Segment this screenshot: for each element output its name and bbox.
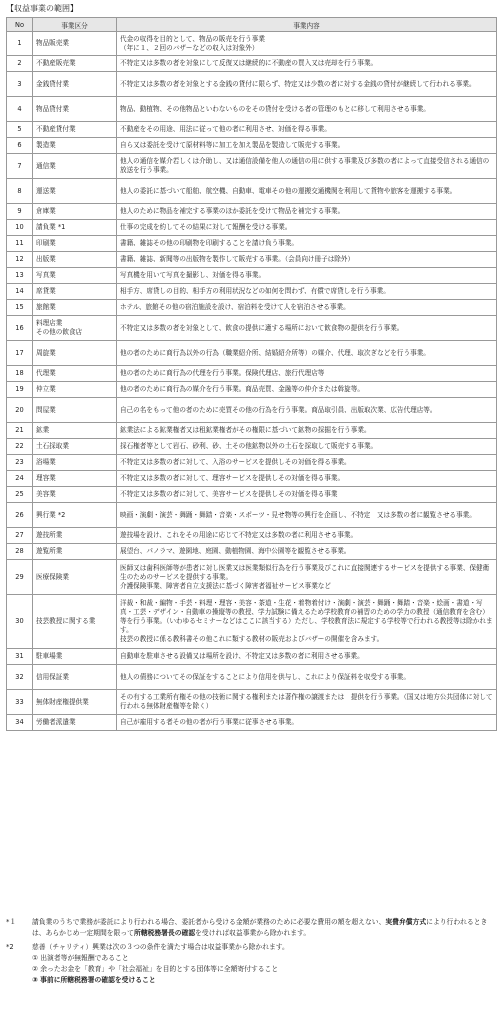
row-number: 5 bbox=[7, 122, 33, 138]
row-category: 製造業 bbox=[33, 138, 117, 154]
table-row bbox=[7, 138, 497, 154]
row-category: 印刷業 bbox=[33, 236, 117, 252]
row-category: 周旋業 bbox=[33, 341, 117, 366]
footnote-2-condition-1: ① 出演者等が無報酬であること bbox=[32, 954, 129, 962]
row-content: 不特定又は多数の者を対象として、飲食の提供に適する場所において飲食物の提供を行う事業。 bbox=[117, 316, 497, 341]
row-content: 医師又は歯科医師等が患者に対し医業又は医業類似行為を行う事業及びこれに直接関連するサービスを提供する事業、保健衛生のためのサービスを提供する事業。 介護保険事業、障害者自立支援法に基づく障害者福祉サービス事業など bbox=[117, 560, 497, 595]
header-no: No bbox=[7, 18, 33, 32]
table-row bbox=[7, 97, 497, 122]
row-category: 興行業 *2 bbox=[33, 503, 117, 528]
table-row bbox=[7, 56, 497, 72]
row-number: 1 bbox=[7, 32, 33, 56]
row-category: 無体財産権提供業 bbox=[33, 690, 117, 715]
revenue-business-table bbox=[6, 17, 497, 731]
row-number: 6 bbox=[7, 138, 33, 154]
row-number: 20 bbox=[7, 398, 33, 423]
row-number: 25 bbox=[7, 487, 33, 503]
row-content: その有する工業所有権その他の技術に関する権利または著作権の譲渡または 提供を行う事業。（国又は地方公共団体に対して行われる無体財産権等を除く） bbox=[117, 690, 497, 715]
row-content: 不特定又は多数の者に対して、入浴のサービスを提供しその対価を得る事業。 bbox=[117, 455, 497, 471]
row-content: 自動車を駐車させる設備又は場所を設け、不特定又は多数の者に利用させる事業。 bbox=[117, 649, 497, 665]
footnote-1-bold-a: 実費弁償方式 bbox=[385, 918, 427, 926]
row-content: 自ら又は委託を受けて原材料等に加工を加え製品を製造して販売する事業。 bbox=[117, 138, 497, 154]
row-number: 7 bbox=[7, 154, 33, 179]
row-number: 24 bbox=[7, 471, 33, 487]
row-category: 出版業 bbox=[33, 252, 117, 268]
row-content: 他人の債務についてその保証をすることにより信用を供与し、これにより保証料を収受する事業。 bbox=[117, 665, 497, 690]
table-row bbox=[7, 455, 497, 471]
row-number: 10 bbox=[7, 220, 33, 236]
row-category: 美容業 bbox=[33, 487, 117, 503]
row-content: ホテル、旅館その他の宿泊施設を設け、宿泊料を受けて人を宿泊させる事業。 bbox=[117, 300, 497, 316]
row-category: 請負業 *1 bbox=[33, 220, 117, 236]
row-content: 鉱業法による鉱業権者又は租鉱業権者がその権限に基づいて鉱物の採掘を行う事業。 bbox=[117, 423, 497, 439]
table-row bbox=[7, 32, 497, 56]
row-category: 写真業 bbox=[33, 268, 117, 284]
footnote-1-bold-b: 所轄税務署長の確認 bbox=[133, 929, 196, 937]
row-number: 31 bbox=[7, 649, 33, 665]
footnotes bbox=[6, 917, 497, 986]
row-number: 21 bbox=[7, 423, 33, 439]
row-number: 26 bbox=[7, 503, 33, 528]
row-content: 展望台、パノラマ、遊園地、庭園、動植物園、海中公園等を観覧させる事業。 bbox=[117, 544, 497, 560]
table-row bbox=[7, 398, 497, 423]
row-content: 仕事の完成を約してその結果に対して報酬を受ける事業。 bbox=[117, 220, 497, 236]
row-number: 23 bbox=[7, 455, 33, 471]
table-row bbox=[7, 316, 497, 341]
row-category: 代理業 bbox=[33, 366, 117, 382]
row-content: 他の者のために商行為の代理を行う事業。保険代理店、旅行代理店等 bbox=[117, 366, 497, 382]
row-content: 代金の収得を目的として、物品の販売を行う事業 （年に１、２回のバザーなどの収入は対象外） bbox=[117, 32, 497, 56]
table-row bbox=[7, 544, 497, 560]
row-number: 17 bbox=[7, 341, 33, 366]
row-category: 遊技所業 bbox=[33, 528, 117, 544]
row-number: 8 bbox=[7, 179, 33, 204]
table-body bbox=[7, 32, 497, 731]
row-number: 4 bbox=[7, 97, 33, 122]
row-content: 遊技場を設け、これをその用途に応じて不特定又は多数の者に利用させる事業。 bbox=[117, 528, 497, 544]
row-category: 倉庫業 bbox=[33, 204, 117, 220]
table-row bbox=[7, 122, 497, 138]
table-row bbox=[7, 649, 497, 665]
row-content: 採石権者等として岩石、砂利、砂、土その他鉱物以外の土石を採取して販売する事業。 bbox=[117, 439, 497, 455]
row-content: 不特定又は多数の者を対象にして反復又は継続的に不動産の買入又は売却を行う事業。 bbox=[117, 56, 497, 72]
row-content: 不特定又は多数の者に対して、理容サービスを提供しその対価を得る事業。 bbox=[117, 471, 497, 487]
row-number: 13 bbox=[7, 268, 33, 284]
table-row bbox=[7, 715, 497, 731]
row-content: 洋裁・和裁・編物・手芸・料理・理容・美容・茶道・生花・着物着付け・演劇・演芸・舞踊・舞踏・音楽・絵画・書道・写真・工芸・デザイン・自動車の操縦等の教授、学力試験に備えるため学校教育の補習のための学力の教授（通信教育を含む）等を行う事業。（いわゆるセミナーなどはここに該当する）ただし、学校教育法に規定する学校等で行われる教授等は除かれます。 技芸の教授に係る教科書その他これに類する教材の販売およびバザーの開催を含みます。 bbox=[117, 595, 497, 649]
row-category: 席貸業 bbox=[33, 284, 117, 300]
row-content: 書籍、雑誌、新聞等の出版物を製作して販売する事業。（会員向け冊子は除外） bbox=[117, 252, 497, 268]
table-row bbox=[7, 236, 497, 252]
row-content: 自己の名をもって他の者のために売買その他の行為を行う事業。商品取引員、出版取次業、広告代理店等。 bbox=[117, 398, 497, 423]
table-row bbox=[7, 284, 497, 300]
row-number: 14 bbox=[7, 284, 33, 300]
row-number: 9 bbox=[7, 204, 33, 220]
table-row bbox=[7, 220, 497, 236]
table-row bbox=[7, 366, 497, 382]
table-row bbox=[7, 528, 497, 544]
table-row bbox=[7, 423, 497, 439]
row-category: 料理店業 その他の飲食店 bbox=[33, 316, 117, 341]
row-category: 鉱業 bbox=[33, 423, 117, 439]
table-row bbox=[7, 560, 497, 595]
row-number: 18 bbox=[7, 366, 33, 382]
row-category: 浴場業 bbox=[33, 455, 117, 471]
footnote-1 bbox=[6, 917, 497, 939]
row-content: 相手方、席貸しの目的、相手方の利用状況などの如何を問わず、有償で席貸しを行う事業。 bbox=[117, 284, 497, 300]
table-row bbox=[7, 341, 497, 366]
footnote-2-condition-3: ③ 事前に所轄税務署の確認を受けること bbox=[32, 976, 156, 984]
row-number: 16 bbox=[7, 316, 33, 341]
row-category: 物品貸付業 bbox=[33, 97, 117, 122]
row-content: 不特定又は多数の者を対象とする金銭の貸付に限らず、特定又は少数の者に対する金銭の貸付が継続して行われる事業。 bbox=[117, 72, 497, 97]
row-number: 30 bbox=[7, 595, 33, 649]
table-row bbox=[7, 252, 497, 268]
row-number: 27 bbox=[7, 528, 33, 544]
footnote-1-mark: *１ bbox=[6, 918, 17, 926]
row-category: 医療保険業 bbox=[33, 560, 117, 595]
table-header-row bbox=[7, 18, 497, 32]
table-row bbox=[7, 179, 497, 204]
table-row bbox=[7, 204, 497, 220]
table-row bbox=[7, 503, 497, 528]
row-number: 19 bbox=[7, 382, 33, 398]
header-category: 事業区分 bbox=[33, 18, 117, 32]
row-content: 他の者のために商行為以外の行為（職業紹介所、結婚紹介所等）の媒介、代理、取次ぎなどを行う事業。 bbox=[117, 341, 497, 366]
table-row bbox=[7, 300, 497, 316]
row-category: 金銭貸付業 bbox=[33, 72, 117, 97]
table-row bbox=[7, 382, 497, 398]
table-row bbox=[7, 471, 497, 487]
row-category: 遊覧所業 bbox=[33, 544, 117, 560]
table-row bbox=[7, 439, 497, 455]
footnote-2-intro: 慈善（チャリティ）興業は次の３つの条件を満たす場合は収益事業から除かれます。 bbox=[32, 943, 289, 951]
row-number: 15 bbox=[7, 300, 33, 316]
footnote-1-text-c: を受ければ収益事業から除かれます。 bbox=[195, 929, 311, 937]
row-content: 他人のために物品を補完する事業のほか委託を受けて物品を補完する事業。 bbox=[117, 204, 497, 220]
table-row bbox=[7, 487, 497, 503]
row-number: 2 bbox=[7, 56, 33, 72]
row-content: 書籍、雑誌その他の印刷物を印刷することを請け負う事業。 bbox=[117, 236, 497, 252]
header-content: 事業内容 bbox=[117, 18, 497, 32]
row-category: 仲立業 bbox=[33, 382, 117, 398]
row-category: 駐車場業 bbox=[33, 649, 117, 665]
row-content: 映画・演劇・演芸・舞踊・舞踏・音楽・スポーツ・見せ物等の興行を企画し、不特定 又は多数の者に観覧させる事業。 bbox=[117, 503, 497, 528]
footnote-2 bbox=[6, 942, 497, 953]
row-content: 不動産をその用途、用法に従って他の者に利用させ、対価を得る事業。 bbox=[117, 122, 497, 138]
row-number: 33 bbox=[7, 690, 33, 715]
row-number: 3 bbox=[7, 72, 33, 97]
row-number: 34 bbox=[7, 715, 33, 731]
footnote-1-text-b: により行われるときは、あらかじめ一定期間を限って bbox=[32, 918, 488, 937]
row-category: 通信業 bbox=[33, 154, 117, 179]
row-category: 物品販売業 bbox=[33, 32, 117, 56]
row-category: 技芸教授に関する業 bbox=[33, 595, 117, 649]
row-content: 他人の通信を媒介若しくは介助し、又は通信設備を他人の通信の用に供する事業及び多数の者によって直接受信される通信の放送を行う事業。 bbox=[117, 154, 497, 179]
row-content: 不特定又は多数の者に対して、美容サービスを提供しその対価を得る事業 bbox=[117, 487, 497, 503]
row-content: 他の者のために商行為の媒介を行う事業。商品売買、金融等の仲介または斡旋等。 bbox=[117, 382, 497, 398]
table-row bbox=[7, 268, 497, 284]
row-content: 物品、動植物、その他物品といわないものをその貸付を受ける者の管理のもとに移して利用させる事業。 bbox=[117, 97, 497, 122]
table-row bbox=[7, 690, 497, 715]
table-row bbox=[7, 72, 497, 97]
row-number: 11 bbox=[7, 236, 33, 252]
row-content: 他人の委託に基づいて船舶、航空機、自動車、電車その他の運搬交通機関を利用して貨物や旅客を運搬する事業。 bbox=[117, 179, 497, 204]
row-number: 29 bbox=[7, 560, 33, 595]
table-row bbox=[7, 595, 497, 649]
row-category: 理容業 bbox=[33, 471, 117, 487]
footnote-1-text-a: 請負業のうちで業務が委託により行われる場合、委託者から受ける金額が業務のために必要な費用の額を超えない、 bbox=[32, 918, 386, 926]
row-category: 問屋業 bbox=[33, 398, 117, 423]
footnote-2-mark: *2 bbox=[6, 943, 14, 951]
row-content: 写真機を用いて写真を撮影し、対価を得る事業。 bbox=[117, 268, 497, 284]
row-category: 旅館業 bbox=[33, 300, 117, 316]
row-category: 不動産販売業 bbox=[33, 56, 117, 72]
row-category: 信用保証業 bbox=[33, 665, 117, 690]
row-number: 22 bbox=[7, 439, 33, 455]
footnote-2-condition-2: ② 余ったお金を「教育」や「社会福祉」を目的とする団体等に全額寄付すること bbox=[32, 965, 279, 973]
row-category: 労働者派遣業 bbox=[33, 715, 117, 731]
row-number: 32 bbox=[7, 665, 33, 690]
row-number: 28 bbox=[7, 544, 33, 560]
page-title: 【収益事業の範囲】 bbox=[6, 4, 78, 13]
row-number: 12 bbox=[7, 252, 33, 268]
row-category: 運送業 bbox=[33, 179, 117, 204]
row-category: 土石採取業 bbox=[33, 439, 117, 455]
row-category: 不動産貸付業 bbox=[33, 122, 117, 138]
table-row bbox=[7, 154, 497, 179]
row-content: 自己が雇用する者その他の者が行う事業に従事させる事業。 bbox=[117, 715, 497, 731]
table-row bbox=[7, 665, 497, 690]
